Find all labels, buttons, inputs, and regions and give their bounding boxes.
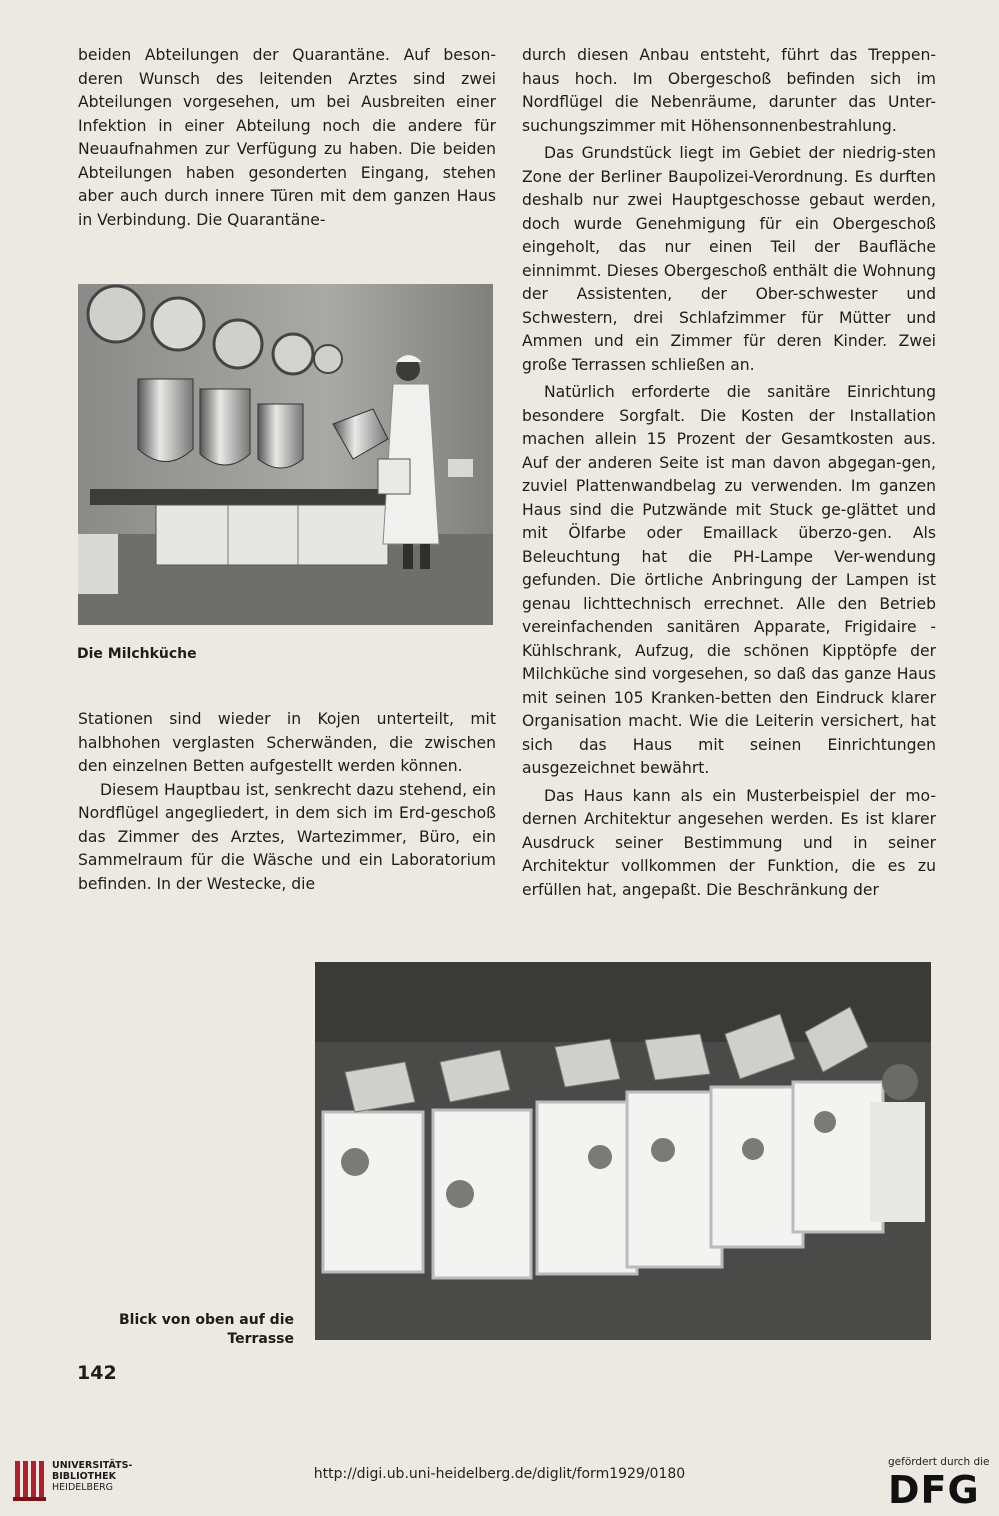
figure-caption-milk-kitchen: Die Milchküche <box>77 646 197 662</box>
photo-milk-kitchen <box>78 284 493 625</box>
caption-line: Terrasse <box>227 1331 294 1347</box>
paragraph: durch diesen Anbau entsteht, führt das Treppen-haus hoch. Im Obergeschoß befinden sich im Nordflügel die Nebenräume, darunter das Unter-suchungszimmer mit Höhensonnenbestrahlung. <box>522 46 936 135</box>
paragraph: Das Haus kann als ein Musterbeispiel der mo-dernen Architektur angesehen werden. Es ist klarer Ausdruck seiner Bestimmung und in seiner Architektur vollkommen der Funktion, die es zu erfüllen hat, angepaßt. Die Beschränkung der <box>522 786 936 899</box>
library-line: UNIVERSITÄTS- <box>52 1460 133 1471</box>
caption-line: Blick von oben auf die <box>118 1312 294 1328</box>
paragraph: beiden Abteilungen der Quarantäne. Auf beson-deren Wunsch des leitenden Arztes sind zwei Abteilungen vorgesehen, um bei Ausbreiten einer Infektion in einer Abteilung noch die andere für Neuaufnahmen zur Verfügung zu haben. Die beiden Abteilungen haben gesonderten Eingang, stehen aber auch durch innere Türen mit dem ganzen Haus in Verbindung. Die Quarantäne- <box>78 46 496 229</box>
dfg-logo <box>888 1470 984 1506</box>
text-column-right <box>522 44 936 902</box>
library-line: HEIDELBERG <box>52 1482 114 1493</box>
text-column-left-top <box>78 44 496 232</box>
source-url[interactable]: http://digi.ub.uni-heidelberg.de/diglit/form1929/0180 <box>313 1466 686 1482</box>
dfg-logo-text: DFG <box>888 1470 980 1506</box>
paragraph: Diesem Hauptbau ist, senkrecht dazu stehend, ein Nordflügel angegliedert, in dem sich im Erd-geschoß das Zimmer des Arztes, Wartezimmer, Büro, ein Sammelraum für die Wäsche und ein Laboratorium befinden. In der Westecke, die <box>78 780 496 893</box>
paragraph: Das Grundstück liegt im Gebiet der niedrig-sten Zone der Berliner Baupolizei-Verordnung. Es durften deshalb nur zwei Hauptgeschosse gebaut werden, doch wurde Genehmigung für ein Obergeschoß eingeholt, das nur einen Teil der Baufläche einnimmt. Dieses Obergeschoß enthält die Wohnung der Assistenten, der Ober-schwester und Schwestern, drei Schlafzimmer für Mütter und Ammen und ein Zimmer für deren Kinder. Zwei große Terrassen schließen an. <box>522 144 936 374</box>
funding-label: gefördert durch die <box>888 1456 990 1468</box>
paragraph: Stationen sind wieder in Kojen unterteilt, mit halbhohen verglasten Scherwänden, die zwischen den einzelnen Betten aufgestellt werden können. <box>78 710 496 775</box>
text-column-left-bottom <box>78 708 496 896</box>
paragraph: Natürlich erforderte die sanitäre Einrichtung besondere Sorgfalt. Die Kosten der Installation machen allein 15 Prozent der Gesamtkosten aus. Auf der anderen Seite ist man davon abgegan-gen, zuviel Plattenwandbelag zu verwenden. Im ganzen Haus sind die Putzwände mit Stuck ge-glättet und mit Ölfarbe oder Emaillack überzo-gen. Als Beleuchtung hat die PH-Lampe Ver-wendung gefunden. Die örtliche Anbringung der Lampen ist genau lichttechnisch errechnet. Alle den Betrieb vereinfachenden sanitären Apparate, Frigidaire - Kühlschrank, Aufzug, die schönen Kipptöpfe der Milchküche sind vorgesehen, so daß das ganze Haus mit seinen 105 Kranken-betten den Eindruck klarer Organisation macht. Wie die Leiterin versichert, hat sich das Haus mit seinen Einrichtungen ausgezeichnet bewährt. <box>522 383 936 777</box>
photo-terrace-from-above <box>315 962 931 1340</box>
library-line: BIBLIOTHEK <box>52 1471 116 1482</box>
page-number: 142 <box>77 1362 117 1384</box>
figure-caption-terrace <box>80 1311 294 1349</box>
